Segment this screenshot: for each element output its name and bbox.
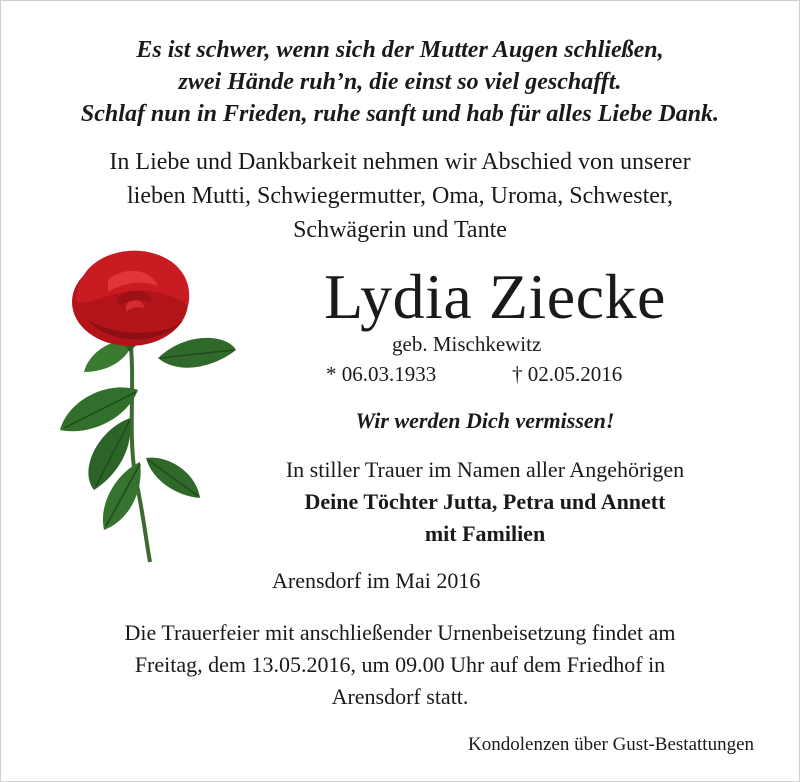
mourners-line-2: Deine Töchter Jutta, Petra und Annett [304, 489, 666, 514]
maiden-name: geb. Mischkewitz [392, 332, 542, 356]
service-line-2: Freitag, dem 13.05.2016, um 09.00 Uhr auf dem Friedhof in [134, 652, 666, 677]
intro-line-3: Schwägerin und Tante [293, 217, 507, 243]
service-line-1: Die Trauerfeier mit anschließender Urnenbeisetzung findet am [124, 620, 676, 645]
deceased-name: Lydia Ziecke [324, 261, 666, 332]
death-date: † 02.05.2016 [512, 362, 623, 386]
mourners-line-1: In stiller Trauer im Namen aller Angehörigen [285, 457, 685, 482]
place-date: Arensdorf im Mai 2016 [272, 568, 481, 593]
condolences-note: Kondolenzen über Gust-Bestattungen [468, 734, 754, 755]
motto-line-2: zwei Hände ruh’n, die einst so viel geschafft. [178, 69, 622, 95]
farewell-line: Wir werden Dich vermissen! [355, 408, 615, 433]
motto-line-3: Schlaf nun in Frieden, ruhe sanft und hab für alles Liebe Dank. [80, 101, 720, 127]
birth-date: * 06.03.1933 [326, 362, 437, 386]
intro-line-1: In Liebe und Dankbarkeit nehmen wir Abschied von unserer [109, 149, 691, 175]
service-line-3: Arensdorf statt. [331, 684, 469, 709]
red-rose-icon [38, 240, 248, 570]
motto-line-1: Es ist schwer, wenn sich der Mutter Augen schließen, [136, 37, 664, 63]
intro-line-2: lieben Mutti, Schwiegermutter, Oma, Uroma, Schwester, [127, 183, 673, 209]
mourners-line-3: mit Familien [424, 521, 546, 546]
